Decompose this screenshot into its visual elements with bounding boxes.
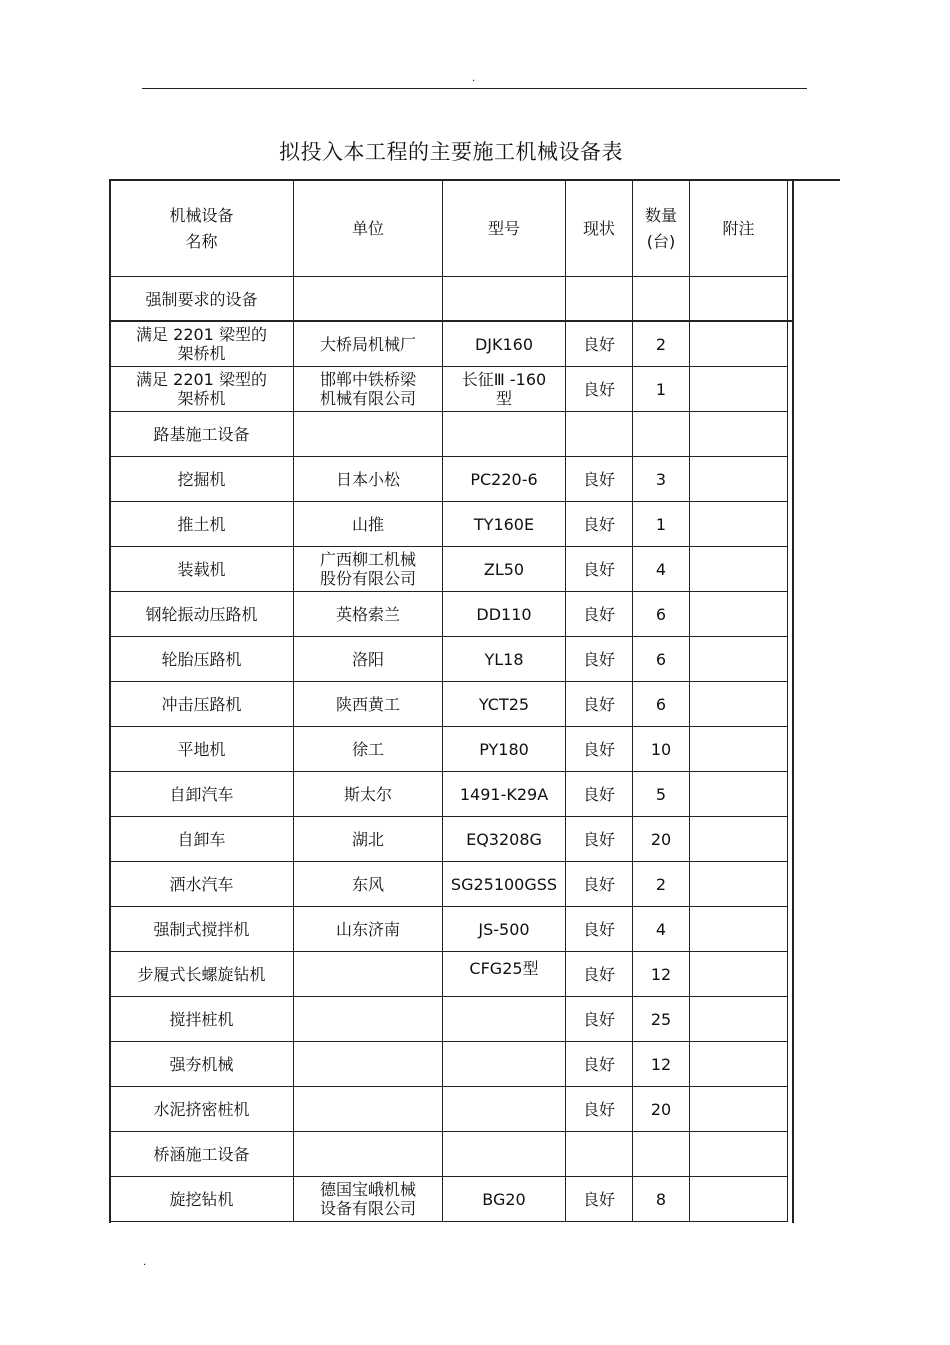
table-top-border <box>109 179 840 181</box>
cell-condition: 良好 <box>566 727 633 772</box>
cell-unit <box>294 1132 443 1177</box>
cell-remarks <box>690 997 788 1042</box>
cell-condition <box>566 277 633 322</box>
cell-remarks <box>690 772 788 817</box>
cell-equipment-name: 步履式长螺旋钻机 <box>110 952 294 997</box>
cell-remarks <box>690 277 788 322</box>
cell-remarks <box>690 547 788 592</box>
cell-remarks <box>690 817 788 862</box>
cell-model: TY160E <box>443 502 566 547</box>
cell-condition <box>566 412 633 457</box>
cell-model: DJK160 <box>443 322 566 367</box>
cell-unit: 英格索兰 <box>294 592 443 637</box>
cell-quantity <box>633 412 690 457</box>
cell-condition: 良好 <box>566 682 633 727</box>
cell-unit <box>294 1042 443 1087</box>
header-condition: 现状 <box>566 181 633 277</box>
table-row <box>110 457 788 502</box>
cell-model <box>443 412 566 457</box>
cell-model: 长征Ⅲ -160 型 <box>443 367 566 412</box>
cell-condition: 良好 <box>566 367 633 412</box>
table-row <box>110 907 788 952</box>
cell-remarks <box>690 862 788 907</box>
table-header-row <box>110 181 788 277</box>
table-row <box>110 277 788 322</box>
cell-quantity <box>633 1132 690 1177</box>
table-row <box>110 997 788 1042</box>
cell-quantity: 10 <box>633 727 690 772</box>
table-row <box>110 1087 788 1132</box>
cell-unit: 大桥局机械厂 <box>294 322 443 367</box>
cell-equipment-name: 挖掘机 <box>110 457 294 502</box>
cell-unit: 徐工 <box>294 727 443 772</box>
cell-quantity: 3 <box>633 457 690 502</box>
cell-unit: 斯太尔 <box>294 772 443 817</box>
cell-equipment-name: 强制要求的设备 <box>110 277 294 322</box>
table-row <box>110 1177 788 1222</box>
cell-equipment-name: 自卸汽车 <box>110 772 294 817</box>
cell-quantity: 6 <box>633 637 690 682</box>
cell-condition: 良好 <box>566 1177 633 1222</box>
equipment-table <box>109 180 788 1222</box>
table-row <box>110 772 788 817</box>
cell-remarks <box>690 682 788 727</box>
cell-model: DD110 <box>443 592 566 637</box>
cell-model: PC220-6 <box>443 457 566 502</box>
cell-equipment-name: 钢轮振动压路机 <box>110 592 294 637</box>
cell-model <box>443 277 566 322</box>
cell-remarks <box>690 637 788 682</box>
table-row <box>110 952 788 997</box>
cell-unit: 山东济南 <box>294 907 443 952</box>
cell-model <box>443 997 566 1042</box>
table-row <box>110 1132 788 1177</box>
cell-remarks <box>690 322 788 367</box>
table-row <box>110 727 788 772</box>
cell-unit: 陕西黄工 <box>294 682 443 727</box>
cell-model-text: CFG25型 <box>469 958 539 978</box>
cell-unit: 日本小松 <box>294 457 443 502</box>
cell-condition: 良好 <box>566 1087 633 1132</box>
cell-equipment-name: 强夯机械 <box>110 1042 294 1087</box>
cell-condition: 良好 <box>566 1042 633 1087</box>
cell-remarks <box>690 457 788 502</box>
cell-unit: 湖北 <box>294 817 443 862</box>
cell-remarks <box>690 502 788 547</box>
cell-unit <box>294 1087 443 1132</box>
table-row <box>110 547 788 592</box>
cell-remarks <box>690 727 788 772</box>
cell-remarks <box>690 1132 788 1177</box>
cell-equipment-name: 推土机 <box>110 502 294 547</box>
cell-remarks <box>690 1177 788 1222</box>
cell-equipment-name: 搅拌桩机 <box>110 997 294 1042</box>
cell-equipment-name: 满足 2201 梁型的 架桥机 <box>110 322 294 367</box>
cell-condition: 良好 <box>566 502 633 547</box>
cell-unit <box>294 997 443 1042</box>
cell-unit: 山推 <box>294 502 443 547</box>
cell-unit <box>294 277 443 322</box>
cell-quantity: 20 <box>633 817 690 862</box>
cell-model: SG25100GSS <box>443 862 566 907</box>
cell-equipment-name: 水泥挤密桩机 <box>110 1087 294 1132</box>
cell-unit <box>294 952 443 997</box>
cell-equipment-name: 平地机 <box>110 727 294 772</box>
cell-model: YL18 <box>443 637 566 682</box>
cell-condition <box>566 1132 633 1177</box>
cell-remarks <box>690 1042 788 1087</box>
cell-quantity: 2 <box>633 862 690 907</box>
cell-condition: 良好 <box>566 817 633 862</box>
cell-quantity: 25 <box>633 997 690 1042</box>
page-bottom-mark: . <box>143 1257 147 1268</box>
cell-equipment-name: 满足 2201 梁型的 架桥机 <box>110 367 294 412</box>
cell-equipment-name: 旋挖钻机 <box>110 1177 294 1222</box>
cell-unit: 广西柳工机械 股份有限公司 <box>294 547 443 592</box>
table-row <box>110 502 788 547</box>
header-model: 型号 <box>443 181 566 277</box>
cell-model <box>443 1042 566 1087</box>
cell-condition: 良好 <box>566 547 633 592</box>
cell-quantity: 4 <box>633 907 690 952</box>
table-row <box>110 682 788 727</box>
cell-quantity: 20 <box>633 1087 690 1132</box>
cell-equipment-name: 强制式搅拌机 <box>110 907 294 952</box>
cell-remarks <box>690 367 788 412</box>
cell-equipment-name: 洒水汽车 <box>110 862 294 907</box>
cell-remarks <box>690 1087 788 1132</box>
cell-unit: 东风 <box>294 862 443 907</box>
cell-remarks <box>690 907 788 952</box>
cell-equipment-name: 自卸车 <box>110 817 294 862</box>
cell-equipment-name: 冲击压路机 <box>110 682 294 727</box>
header-remarks: 附注 <box>690 181 788 277</box>
cell-condition: 良好 <box>566 907 633 952</box>
cell-quantity: 6 <box>633 592 690 637</box>
header-rule <box>142 88 807 89</box>
cell-quantity: 2 <box>633 322 690 367</box>
header-unit: 单位 <box>294 181 443 277</box>
cell-equipment-name: 轮胎压路机 <box>110 637 294 682</box>
cell-condition: 良好 <box>566 457 633 502</box>
cell-condition: 良好 <box>566 862 633 907</box>
cell-equipment-name: 装载机 <box>110 547 294 592</box>
cell-condition: 良好 <box>566 592 633 637</box>
header-equipment-name: 机械设备 名称 <box>110 181 294 277</box>
table-row <box>110 637 788 682</box>
cell-equipment-name: 路基施工设备 <box>110 412 294 457</box>
cell-quantity <box>633 277 690 322</box>
cell-model <box>443 952 566 997</box>
cell-model: JS-500 <box>443 907 566 952</box>
table-row <box>110 592 788 637</box>
cell-remarks <box>690 412 788 457</box>
cell-quantity: 6 <box>633 682 690 727</box>
cell-condition: 良好 <box>566 952 633 997</box>
table-row <box>110 817 788 862</box>
cell-model: PY180 <box>443 727 566 772</box>
cell-quantity: 12 <box>633 1042 690 1087</box>
cell-quantity: 12 <box>633 952 690 997</box>
cell-remarks <box>690 952 788 997</box>
table-row <box>110 322 788 367</box>
table-row <box>110 412 788 457</box>
cell-unit: 洛阳 <box>294 637 443 682</box>
table-row <box>110 367 788 412</box>
section-divider <box>109 320 792 322</box>
page-top-mark: . <box>472 73 476 84</box>
cell-model: YCT25 <box>443 682 566 727</box>
cell-equipment-name: 桥涵施工设备 <box>110 1132 294 1177</box>
table-row <box>110 1042 788 1087</box>
cell-model: EQ3208G <box>443 817 566 862</box>
cell-unit <box>294 412 443 457</box>
cell-model: 1491-K29A <box>443 772 566 817</box>
cell-unit: 德国宝峨机械 设备有限公司 <box>294 1177 443 1222</box>
cell-unit: 邯郸中铁桥梁 机械有限公司 <box>294 367 443 412</box>
cell-condition: 良好 <box>566 637 633 682</box>
header-quantity: 数量 (台) <box>633 181 690 277</box>
table-title: 拟投入本工程的主要施工机械设备表 <box>279 140 623 164</box>
cell-condition: 良好 <box>566 322 633 367</box>
cell-condition: 良好 <box>566 772 633 817</box>
cell-condition: 良好 <box>566 997 633 1042</box>
cell-model: ZL50 <box>443 547 566 592</box>
cell-model: BG20 <box>443 1177 566 1222</box>
cell-remarks <box>690 592 788 637</box>
cell-quantity: 4 <box>633 547 690 592</box>
cell-quantity: 1 <box>633 367 690 412</box>
cell-model <box>443 1132 566 1177</box>
cell-quantity: 1 <box>633 502 690 547</box>
table-row <box>110 862 788 907</box>
cell-model <box>443 1087 566 1132</box>
cell-quantity: 5 <box>633 772 690 817</box>
cell-quantity: 8 <box>633 1177 690 1222</box>
